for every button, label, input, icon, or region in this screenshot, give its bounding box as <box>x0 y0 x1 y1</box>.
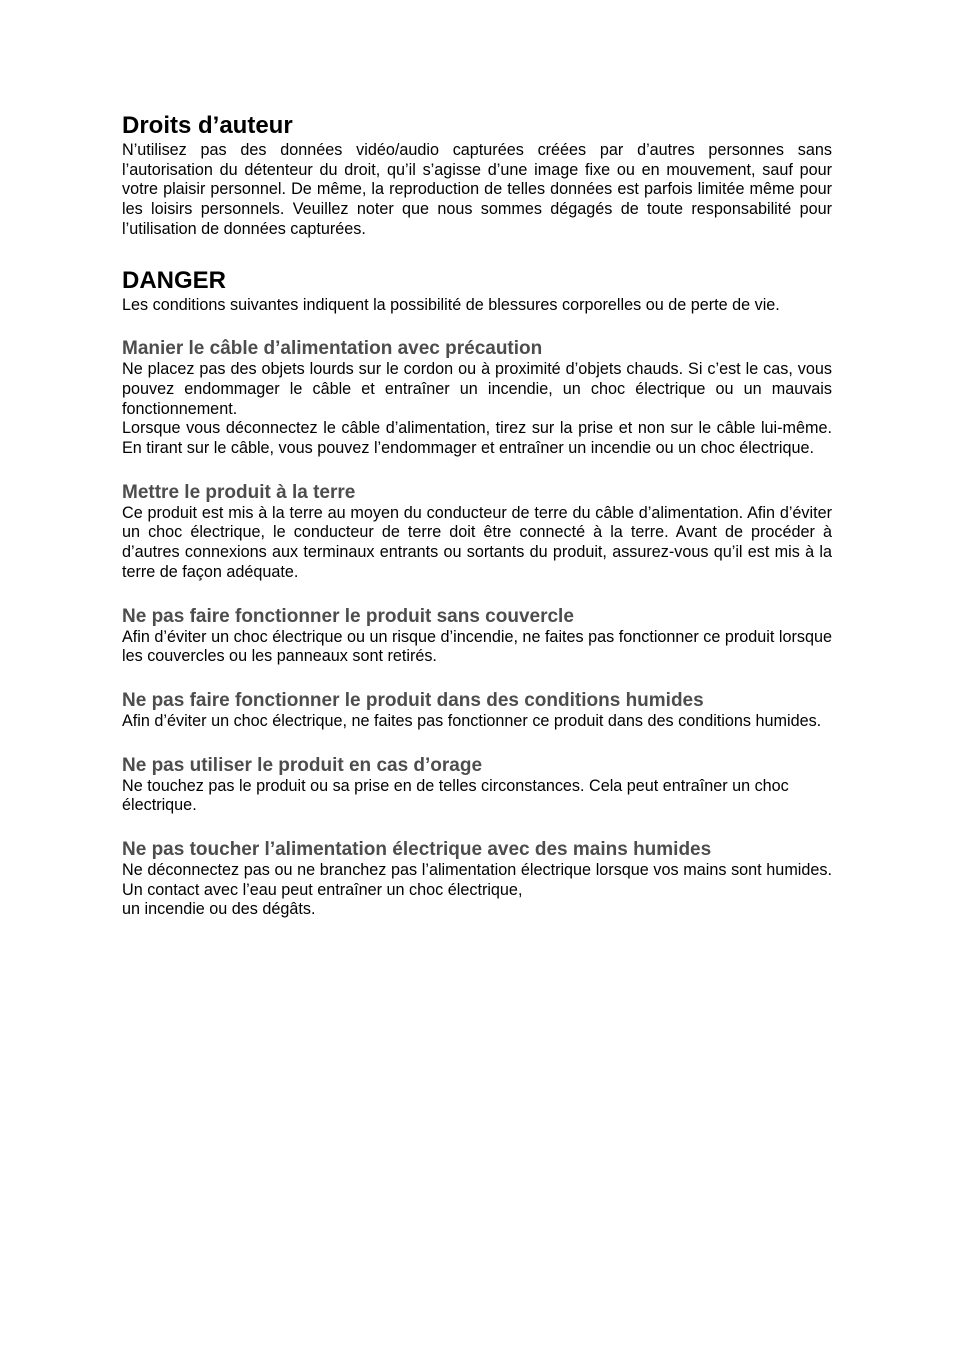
danger-item-body: Ne déconnectez pas ou ne branchez pas l’alimentation électrique lorsque vos mains sont humides. Un contact avec l’eau peut entraîner un choc électrique, <box>122 861 832 899</box>
danger-item-body: Lorsque vous déconnectez le câble d’alimentation, tirez sur la prise et non sur le câble lui-même. En tirant sur le câble, vous pouvez l’endommager et entraîner un incendie ou un choc électrique. <box>122 419 832 458</box>
danger-item-body: Afin d’éviter un choc électrique ou un risque d’incendie, ne faites pas fonctionner ce produit lorsque les couvercles ou les panneaux sont retirés. <box>122 627 832 666</box>
copyright-title: Droits d’auteur <box>122 112 293 139</box>
danger-item-body: Ne placez pas des objets lourds sur le cordon ou à proximité d’objets chauds. Si c’est le cas, vous pouvez endommager le câble et entraîner un incendie, un choc électrique ou un mauvais fonctionnement. <box>122 360 832 418</box>
danger-item-title: Ne pas toucher l’alimentation électrique avec des mains humides <box>122 839 712 861</box>
danger-item-title: Mettre le produit à la terre <box>122 481 356 503</box>
danger-item-title: Ne pas faire fonctionner le produit sans couvercle <box>122 605 574 627</box>
danger-item-body: un incendie ou des dégâts. <box>122 900 316 919</box>
danger-item-grounding <box>122 482 832 583</box>
danger-item-power-cable <box>122 338 832 459</box>
copyright-body: N’utilisez pas des données vidéo/audio capturées créées par d’autres personnes sans l’autorisation du détenteur du droit, qu’il s’agisse d’une image fixe ou en mouvement, sauf pour votre plaisir personnel. De même, la reproduction de telles données est parfois limitée même pour les loisirs personnels. Veuillez noter que nous sommes dégagés de toute responsabilité pour l’utilisation de données capturées. <box>122 141 832 238</box>
danger-item-storm <box>122 755 832 816</box>
danger-item-title: Manier le câble d’alimentation avec précaution <box>122 338 543 360</box>
danger-item-no-cover <box>122 606 832 667</box>
danger-item-title: Ne pas faire fonctionner le produit dans des conditions humides <box>122 689 704 711</box>
danger-item-title: Ne pas utiliser le produit en cas d’orage <box>122 754 483 776</box>
danger-item-body: Ne touchez pas le produit ou sa prise en de telles circonstances. Cela peut entraîner un choc électrique. <box>122 776 789 815</box>
danger-title: DANGER <box>122 266 227 294</box>
danger-intro: Les conditions suivantes indiquent la possibilité de blessures corporelles ou de perte de vie. <box>122 295 780 314</box>
document-page <box>122 112 832 920</box>
danger-item-body: Ce produit est mis à la terre au moyen du conducteur de terre du câble d’alimentation. Afin d’éviter un choc électrique, le conducteur de terre doit être connecté à la terre. Avant de procéder à d’autres connexions aux terminaux entrants ou sortants du produit, assurez-vous qu’il est mis à la terre de façon adéquate. <box>122 503 832 581</box>
danger-item-humid <box>122 690 832 732</box>
danger-item-wet-hands <box>122 839 832 920</box>
danger-item-body: Afin d’éviter un choc électrique, ne faites pas fonctionner ce produit dans des conditions humides. <box>122 711 822 730</box>
